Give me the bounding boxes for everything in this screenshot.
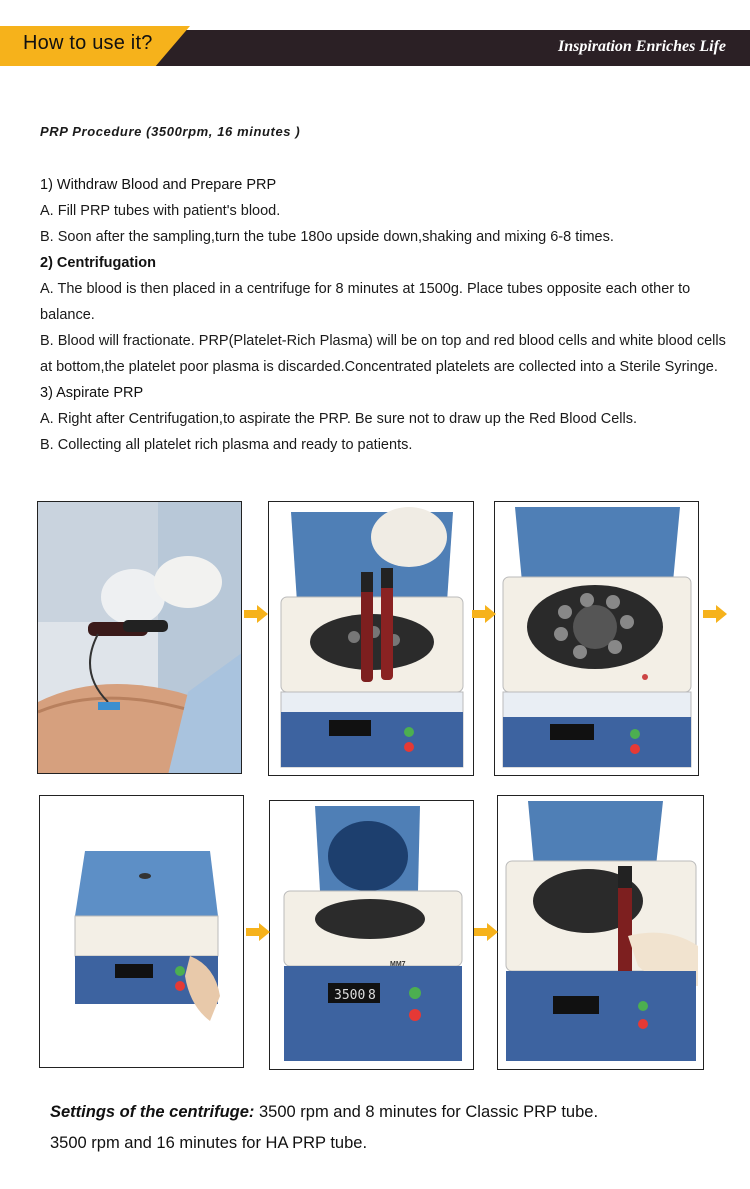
- display-speed: 3500: [334, 988, 366, 1003]
- display-time: 8: [368, 988, 376, 1003]
- photo-rotor: [494, 501, 699, 776]
- centrifuge-display-illustration: [270, 801, 474, 1070]
- arrow-right-icon: [703, 605, 727, 623]
- arrow-right-icon: [474, 923, 498, 941]
- step-heading: 3) Aspirate PRP: [40, 385, 144, 401]
- centrifuge-rotor-illustration: [495, 502, 699, 776]
- arrow-right-icon: [244, 605, 268, 623]
- step-item: B. Collecting all platelet rich plasma and ready to patients.: [40, 437, 413, 453]
- step-heading: 2) Centrifugation: [40, 255, 156, 271]
- blood-draw-illustration: [38, 502, 242, 774]
- step-item: B. Blood will fractionate. PRP(Platelet-Rich Plasma) will be on top and red blood cells and white blood cells at bottom,the platelet poor plasma is discarded.Concentrated platelets are collected into a Sterile Syringe.: [40, 333, 726, 375]
- centrifuge-open-illustration: [269, 502, 474, 776]
- page-title: How to use it?: [23, 32, 153, 54]
- settings-line-2: 3500 rpm and 16 minutes for HA PRP tube.: [50, 1134, 368, 1152]
- step-item: B. Soon after the sampling,turn the tube 180o upside down,shaking and mixing 6-8 times.: [40, 229, 614, 245]
- model-label: MM7: [390, 961, 406, 968]
- step-heading: 1) Withdraw Blood and Prepare PRP: [40, 177, 277, 193]
- arrow-right-icon: [246, 923, 270, 941]
- procedure-steps: [40, 172, 730, 458]
- arrow-right-icon: [472, 605, 496, 623]
- centrifuge-settings: [50, 1097, 730, 1159]
- photo-closed-lid: [39, 795, 244, 1068]
- settings-lead: Settings of the centrifuge:: [50, 1103, 255, 1121]
- step-item: A. The blood is then placed in a centrifuge for 8 minutes at 1500g. Place tubes opposite each other to balance.: [40, 281, 691, 323]
- header-banner: [0, 26, 750, 66]
- settings-line-1: [50, 1097, 730, 1128]
- centrifuge-closed-illustration: [40, 796, 244, 1068]
- photo-load-tubes: [268, 501, 474, 776]
- settings-classic: 3500 rpm and 8 minutes for Classic PRP tube.: [254, 1103, 599, 1121]
- tagline: Inspiration Enriches Life: [557, 38, 726, 55]
- photo-blood-draw: [37, 501, 242, 774]
- photo-aspirate: [497, 795, 704, 1070]
- procedure-title: PRP Procedure (3500rpm, 16 minutes ): [40, 124, 301, 139]
- step-item: A. Right after Centrifugation,to aspirate the PRP. Be sure not to draw up the Red Blood Cells.: [40, 411, 637, 427]
- centrifuge-aspirate-illustration: [498, 796, 704, 1070]
- step-item: A. Fill PRP tubes with patient's blood.: [40, 203, 281, 219]
- photo-centrifuge-display: [269, 800, 474, 1070]
